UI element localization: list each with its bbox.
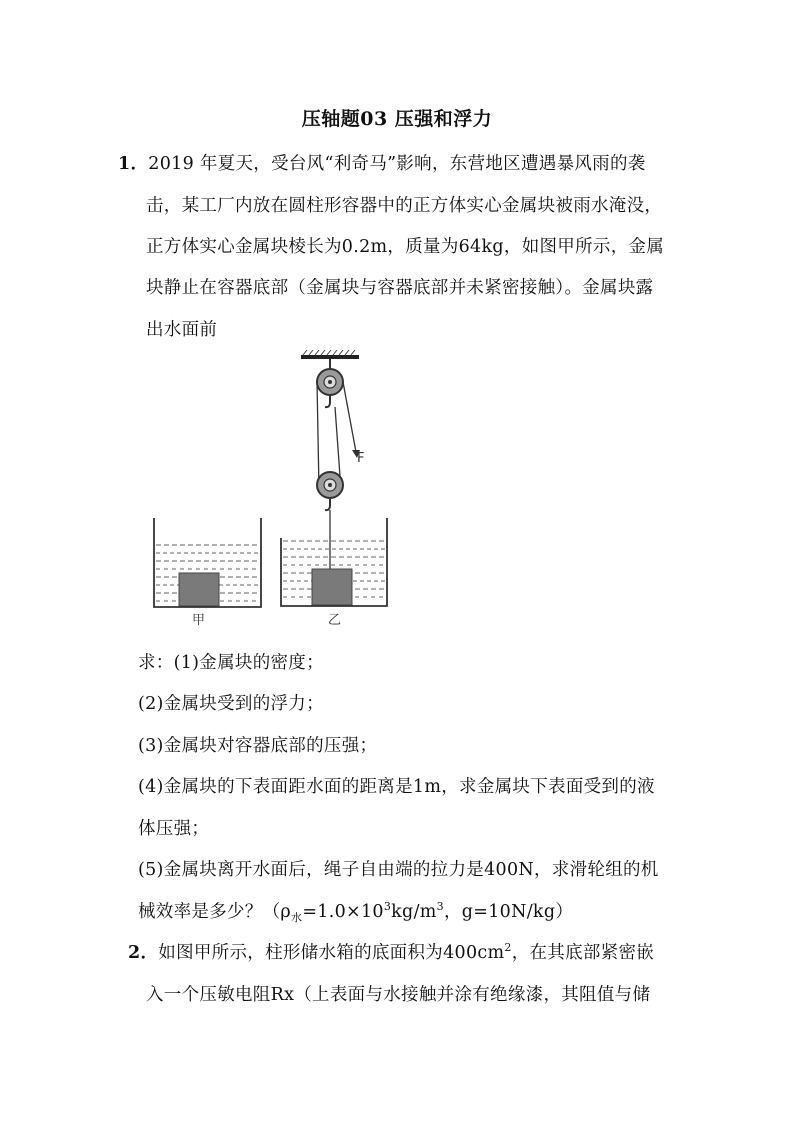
figure-label-right: 乙 [328, 613, 342, 628]
q2-number: 2． [128, 943, 159, 963]
q2-line-1 [128, 939, 654, 964]
q2-text-1: 如图甲所示，柱形储水箱的底面积为400cm [158, 943, 505, 963]
pulley-container-figure [146, 350, 396, 632]
rho-subscript: 水 [291, 911, 303, 924]
q1-last-g: ，g=10N/kg） [443, 902, 574, 922]
figure-label-left: 甲 [192, 613, 206, 628]
q1-line-4: 块静止在容器底部（金属块与容器底部并未紧密接触）。金属块露 [146, 278, 654, 298]
q1-line-3: 正方体实心金属块棱长为0.2m，质量为64kg，如图甲所示，金属 [146, 237, 665, 257]
q1-part-3: (3)金属块对容器底部的压强； [138, 736, 378, 756]
q1-last-prefix: 械效率是多少？（ρ [138, 902, 291, 922]
q1-last-mid: =1.0×10 [302, 902, 384, 922]
q1-number: 1． [118, 154, 149, 174]
q1-last-unit: kg/m [391, 902, 437, 922]
metal-block-right [312, 569, 352, 605]
ceiling-support [301, 350, 359, 370]
q1-part-4-cont: 体压强； [138, 819, 210, 839]
unit-exponent: 3 [436, 900, 444, 913]
q1-line-5: 出水面前 [146, 320, 218, 340]
container-right [281, 518, 387, 606]
page-title: 压轴题03 压强和浮力 [301, 108, 493, 130]
q2-text-1-end: ，在其底部紧密嵌 [511, 943, 655, 963]
q2-exponent: 2 [504, 941, 512, 954]
movable-pulley [317, 472, 343, 569]
q1-line-2: 击，某工厂内放在圆柱形容器中的正方体实心金属块被雨水淹没， [146, 196, 663, 216]
q1-line-1 [118, 150, 646, 175]
force-arrow [352, 450, 364, 466]
q1-text-1: 2019 年夏天，受台风“利奇马”影响，东营地区遭遇暴风雨的袭 [148, 154, 646, 174]
force-label: F [357, 451, 365, 466]
q1-part-2: (2)金属块受到的浮力； [138, 694, 324, 714]
exponent: 3 [383, 900, 392, 913]
q1-part-5-cont [138, 898, 573, 925]
q1-part-5: (5)金属块离开水面后，绳子自由端的拉力是400N，求滑轮组的机 [138, 860, 659, 880]
metal-block-left [179, 573, 219, 606]
q1-part-1: 求：(1)金属块的密度； [138, 653, 324, 673]
q2-line-2: 入一个压敏电阻Rx（上表面与水接触并涂有绝缘漆，其阻值与储 [146, 985, 651, 1005]
q1-part-4: (4)金属块的下表面距水面的距离是1m，求金属块下表面受到的液 [138, 777, 655, 797]
fixed-pulley [317, 369, 343, 407]
container-left [154, 518, 261, 607]
